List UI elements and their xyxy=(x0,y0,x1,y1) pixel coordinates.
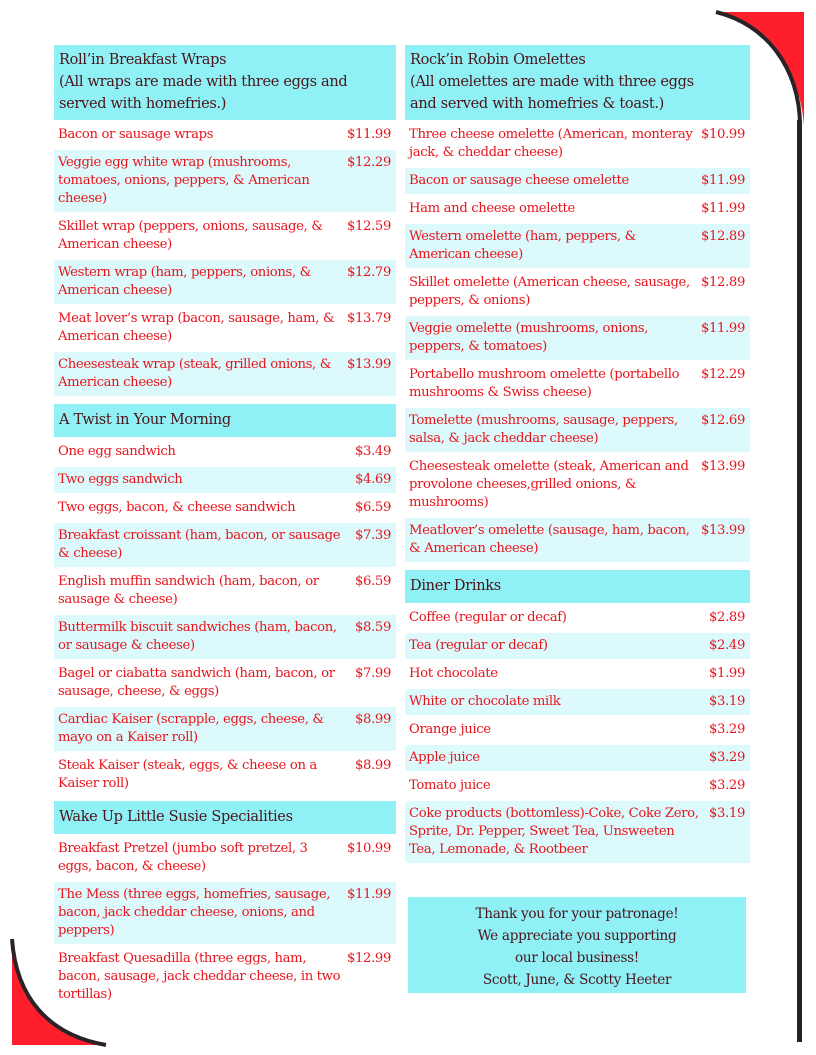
item-name: Ham and cheese omelette xyxy=(409,201,575,216)
section-header-omelettes xyxy=(405,45,750,120)
menu-item xyxy=(405,196,750,222)
thanks-line-1: Thank you for your patronage! xyxy=(475,906,679,922)
item-name: White or chocolate milk xyxy=(409,694,561,709)
susie-title: Wake Up Little Susie Specialities xyxy=(59,809,293,825)
item-price: $12.29 xyxy=(346,155,391,170)
item-name: Western omelette (ham, peppers, & American cheese) xyxy=(409,229,636,262)
item-name: Skillet omelette (American cheese, sausage, peppers, & onions) xyxy=(409,275,690,308)
right-column xyxy=(405,45,750,863)
item-price: $12.89 xyxy=(700,229,745,244)
item-name: Cheesesteak wrap (steak, grilled onions, & American cheese) xyxy=(58,357,332,390)
omelettes-subtitle-2: and served with homefries & toast.) xyxy=(410,96,665,112)
item-name: Tea (regular or decaf) xyxy=(409,638,548,653)
menu-item xyxy=(54,836,396,880)
menu-item xyxy=(54,260,396,304)
item-price: $13.99 xyxy=(700,523,745,538)
item-name: Hot chocolate xyxy=(409,666,498,681)
omelettes-subtitle-1: (All omelettes are made with three eggs xyxy=(410,74,694,90)
menu-item xyxy=(54,753,396,797)
menu-item xyxy=(54,882,396,944)
item-price: $8.99 xyxy=(354,712,391,727)
item-price: $13.99 xyxy=(346,357,391,372)
menu-item xyxy=(54,523,396,567)
menu-item xyxy=(54,467,396,493)
menu-item xyxy=(54,439,396,465)
item-price: $3.29 xyxy=(708,722,745,737)
item-name: Apple juice xyxy=(409,750,480,765)
item-price: $11.99 xyxy=(346,127,391,142)
item-price: $3.19 xyxy=(708,694,745,709)
menu-item xyxy=(405,224,750,268)
menu-item xyxy=(405,518,750,562)
menu-item xyxy=(54,306,396,350)
item-price: $12.99 xyxy=(346,951,391,966)
item-name: Western wrap (ham, peppers, onions, & American cheese) xyxy=(58,265,312,298)
menu-item xyxy=(405,661,750,687)
item-price: $13.79 xyxy=(346,311,391,326)
item-name: Skillet wrap (peppers, onions, sausage, & American cheese) xyxy=(58,219,323,252)
menu-item xyxy=(54,122,396,148)
menu-item xyxy=(405,362,750,406)
item-name: Steak Kaiser (steak, eggs, & cheese on a Kaiser roll) xyxy=(58,758,317,791)
drinks-title: Diner Drinks xyxy=(410,578,501,594)
menu-item xyxy=(405,316,750,360)
item-name: Cardiac Kaiser (scrapple, eggs, cheese, & mayo on a Kaiser roll) xyxy=(58,712,324,745)
item-price: $2.89 xyxy=(708,610,745,625)
item-name: Three cheese omelette (American, monteray jack, & cheddar cheese) xyxy=(409,127,693,160)
item-name: Meat lover’s wrap (bacon, sausage, ham, & American cheese) xyxy=(58,311,335,344)
item-name: Bacon or sausage cheese omelette xyxy=(409,173,629,188)
wraps-subtitle-1: (All wraps are made with three eggs and xyxy=(59,74,348,90)
item-name: Buttermilk biscuit sandwiches (ham, bacon, or sausage & cheese) xyxy=(58,620,337,653)
wraps-title: Roll’in Breakfast Wraps xyxy=(59,52,227,68)
item-price: $11.99 xyxy=(700,321,745,336)
item-name: The Mess (three eggs, homefries, sausage, bacon, jack cheddar cheese, onions, and peppers) xyxy=(58,887,331,938)
menu-item xyxy=(54,569,396,613)
item-name: Orange juice xyxy=(409,722,491,737)
left-column xyxy=(54,45,396,1008)
item-name: Portabello mushroom omelette (portabello mushrooms & Swiss cheese) xyxy=(409,367,680,400)
item-price: $8.59 xyxy=(354,620,391,635)
menu-item xyxy=(405,745,750,771)
item-price: $3.29 xyxy=(708,750,745,765)
item-name: English muffin sandwich (ham, bacon, or sausage & cheese) xyxy=(58,574,319,607)
item-price: $10.99 xyxy=(346,841,391,856)
item-name: Bagel or ciabatta sandwich (ham, bacon, or sausage, cheese, & eggs) xyxy=(58,666,335,699)
item-price: $12.69 xyxy=(700,413,745,428)
item-price: $8.99 xyxy=(354,758,391,773)
item-name: One egg sandwich xyxy=(58,444,176,459)
menu-item xyxy=(405,689,750,715)
menu-item xyxy=(54,214,396,258)
item-price: $13.99 xyxy=(700,459,745,474)
item-price: $3.49 xyxy=(354,444,391,459)
section-header-twist xyxy=(54,404,396,437)
item-name: Two eggs, bacon, & cheese sandwich xyxy=(58,500,296,515)
wraps-subtitle-2: served with homefries.) xyxy=(59,96,227,112)
section-header-drinks xyxy=(405,570,750,603)
section-header-susie xyxy=(54,801,396,834)
item-name: Tomelette (mushrooms, sausage, peppers, salsa, & jack cheddar cheese) xyxy=(409,413,678,446)
item-price: $10.99 xyxy=(700,127,745,142)
item-price: $1.99 xyxy=(708,666,745,681)
menu-item xyxy=(405,801,750,863)
menu-item xyxy=(405,605,750,631)
menu-item xyxy=(54,495,396,521)
item-name: Two eggs sandwich xyxy=(58,472,183,487)
thank-you-box xyxy=(408,897,746,993)
right-border-rule xyxy=(797,120,802,1042)
thanks-line-2: We appreciate you supporting xyxy=(477,928,677,944)
omelettes-title: Rock’in Robin Omelettes xyxy=(410,52,586,68)
item-name: Tomato juice xyxy=(409,778,491,793)
item-price: $12.59 xyxy=(346,219,391,234)
menu-item xyxy=(54,946,396,1008)
item-price: $11.99 xyxy=(700,201,745,216)
item-price: $2.49 xyxy=(708,638,745,653)
thanks-signature: Scott, June, & Scotty Heeter xyxy=(482,972,672,988)
menu-item xyxy=(405,408,750,452)
item-price: $11.99 xyxy=(700,173,745,188)
menu-item xyxy=(54,707,396,751)
item-price: $6.59 xyxy=(354,500,391,515)
menu-item xyxy=(54,615,396,659)
section-header-wraps xyxy=(54,45,396,120)
item-price: $3.19 xyxy=(708,806,745,821)
menu-item xyxy=(405,633,750,659)
item-name: Veggie egg white wrap (mushrooms, tomatoes, onions, peppers, & American cheese) xyxy=(58,155,310,206)
item-price: $6.59 xyxy=(354,574,391,589)
item-price: $12.79 xyxy=(346,265,391,280)
item-price: $7.99 xyxy=(354,666,391,681)
item-price: $3.29 xyxy=(708,778,745,793)
menu-item xyxy=(405,717,750,743)
item-price: $7.39 xyxy=(354,528,391,543)
item-name: Veggie omelette (mushrooms, onions, peppers, & tomatoes) xyxy=(409,321,649,354)
menu-item xyxy=(405,122,750,166)
menu-item xyxy=(405,773,750,799)
item-name: Coffee (regular or decaf) xyxy=(409,610,567,625)
item-name: Breakfast Quesadilla (three eggs, ham, bacon, sausage, jack cheddar cheese, in two tortillas) xyxy=(58,951,341,1002)
item-price: $4.69 xyxy=(354,472,391,487)
item-name: Coke products (bottomless)-Coke, Coke Zero, Sprite, Dr. Pepper, Sweet Tea, Unsweeten Tea, Lemonade, & Rootbeer xyxy=(409,806,699,857)
menu-item xyxy=(405,454,750,516)
menu-item xyxy=(54,150,396,212)
menu-item xyxy=(405,168,750,194)
menu-item xyxy=(54,352,396,396)
item-price: $12.89 xyxy=(700,275,745,290)
menu-item xyxy=(54,661,396,705)
menu-item xyxy=(405,270,750,314)
item-price: $11.99 xyxy=(346,887,391,902)
twist-title: A Twist in Your Morning xyxy=(59,412,231,428)
item-price: $12.29 xyxy=(700,367,745,382)
item-name: Cheesesteak omelette (steak, American and provolone cheeses,grilled onions, & mushrooms) xyxy=(409,459,689,510)
item-name: Breakfast Pretzel (jumbo soft pretzel, 3 eggs, bacon, & cheese) xyxy=(58,841,308,874)
item-name: Breakfast croissant (ham, bacon, or sausage & cheese) xyxy=(58,528,341,561)
item-name: Meatlover’s omelette (sausage, ham, bacon, & American cheese) xyxy=(409,523,690,556)
thanks-line-3: our local business! xyxy=(515,950,639,966)
item-name: Bacon or sausage wraps xyxy=(58,127,214,142)
